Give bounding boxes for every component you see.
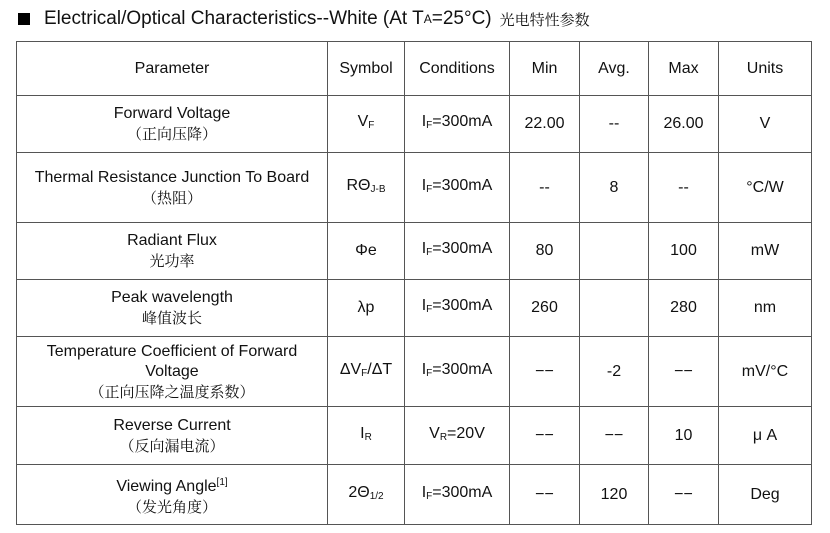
parameter-name-chinese: （正向压降之温度系数） [89,382,255,401]
units-cell: Deg [719,465,812,525]
symbol-main: ΔV [339,360,362,378]
parameter-name: Viewing Angle [116,477,217,495]
table-row [17,337,812,407]
max-cell: 26.00 [649,96,719,153]
conditions-cell [405,465,510,525]
condition-rest: =300mA [432,483,493,501]
min-cell: −− [510,407,580,465]
table-row [17,96,812,153]
table-row [17,223,812,280]
parameter-cell [17,337,328,407]
avg-cell: 8 [580,153,649,223]
conditions-cell [405,96,510,153]
condition-rest: =300mA [432,360,493,378]
symbol-subscript: F [368,120,375,131]
parameter-cell [17,407,328,465]
units-cell: μ A [719,407,812,465]
header-row [17,42,812,96]
symbol-subscript: 1/2 [369,490,384,502]
max-cell: 100 [649,223,719,280]
condition-rest: =20V [447,424,485,442]
title-suffix: =25°C) [431,8,492,29]
units-cell: nm [719,280,812,337]
avg-cell [580,280,649,337]
max-cell: -- [649,153,719,223]
symbol-cell [328,337,405,407]
table-row [17,465,812,525]
conditions-cell [405,407,510,465]
symbol-subscript: J-B [370,183,386,195]
max-cell: −− [649,337,719,407]
condition-main: V [429,424,440,442]
parameter-name-chinese: （发光角度） [126,497,217,516]
condition-subscript: F [426,183,433,195]
symbol-main: RΘ [346,176,371,194]
condition-subscript: F [426,247,433,258]
condition-rest: =300mA [432,176,493,194]
symbol-cell [328,223,405,280]
symbol-cell [328,280,405,337]
symbol-cell [328,407,405,465]
parameter-name: Reverse Current [113,416,231,434]
parameter-name-chinese: （正向压降） [126,125,217,143]
symbol-cell [328,96,405,153]
condition-subscript: F [426,304,433,315]
condition-main: I [421,176,427,194]
symbol-subscript: F [361,367,368,379]
parameter-name: Radiant Flux [127,232,217,249]
header-avg: Avg. [580,42,649,96]
min-cell: −− [510,337,580,407]
condition-main: I [421,113,427,130]
condition-subscript: R [439,431,448,443]
avg-cell: 120 [580,465,649,525]
parameter-name-chinese: （反向漏电流） [119,436,225,455]
parameter-cell [17,153,328,223]
parameter-name: Peak wavelength [111,289,233,306]
avg-cell: -- [580,96,649,153]
parameter-name: Temperature Coefficient of Forward Voltage [46,342,298,380]
title-subscript: A [423,12,432,26]
min-cell: -- [510,153,580,223]
parameter-name: Forward Voltage [113,105,231,122]
header-parameter: Parameter [17,42,328,96]
symbol-main: Φe [355,242,377,259]
conditions-cell [405,223,510,280]
symbol-cell [328,153,405,223]
condition-rest: =300mA [432,113,493,130]
conditions-cell [405,153,510,223]
table-row [17,407,812,465]
min-cell: 80 [510,223,580,280]
title-chinese: 光电特性参数 [499,10,590,29]
symbol-main: λp [357,299,375,316]
table-row [17,280,812,337]
conditions-cell [405,280,510,337]
avg-cell: −− [580,407,649,465]
condition-rest: =300mA [432,240,493,257]
parameter-name: Thermal Resistance Junction To Board [34,168,310,186]
symbol-main: V [357,113,369,130]
symbol-main: I [360,424,365,442]
symbol-cell [328,465,405,525]
units-cell: mW [719,223,812,280]
parameter-name-chinese: 峰值波长 [141,309,202,327]
header-min: Min [510,42,580,96]
parameter-name-chinese: （热阻） [141,188,202,207]
condition-main: I [421,483,427,501]
condition-subscript: F [426,367,433,379]
condition-main: I [421,360,427,378]
header-conditions: Conditions [405,42,510,96]
condition-main: I [421,297,427,314]
condition-subscript: F [426,490,433,502]
symbol-main: 2Θ [348,483,370,501]
avg-cell [580,223,649,280]
max-cell: 10 [649,407,719,465]
parameter-cell [17,465,328,525]
title-prefix: Electrical/Optical Characteristics--White (At T [44,8,424,29]
condition-subscript: F [426,120,433,131]
units-cell: mV/°C [719,337,812,407]
parameter-name-chinese: 光功率 [149,252,195,270]
parameter-cell [17,280,328,337]
symbol-subscript: R [364,431,372,443]
header-units: Units [719,42,812,96]
min-cell: 260 [510,280,580,337]
header-max: Max [649,42,719,96]
characteristics-table [16,41,812,525]
max-cell: −− [649,465,719,525]
units-cell: °C/W [719,153,812,223]
header-symbol: Symbol [328,42,405,96]
conditions-cell [405,337,510,407]
condition-rest: =300mA [432,297,493,314]
footnote-marker: [1] [216,476,228,488]
max-cell: 280 [649,280,719,337]
table-row [17,153,812,223]
parameter-cell [17,96,328,153]
section-title [18,4,590,34]
parameter-cell [17,223,328,280]
symbol-rest: /ΔT [367,360,393,378]
min-cell: 22.00 [510,96,580,153]
avg-cell: -2 [580,337,649,407]
condition-main: I [421,240,427,257]
units-cell: V [719,96,812,153]
square-bullet-icon [18,13,30,25]
min-cell: −− [510,465,580,525]
